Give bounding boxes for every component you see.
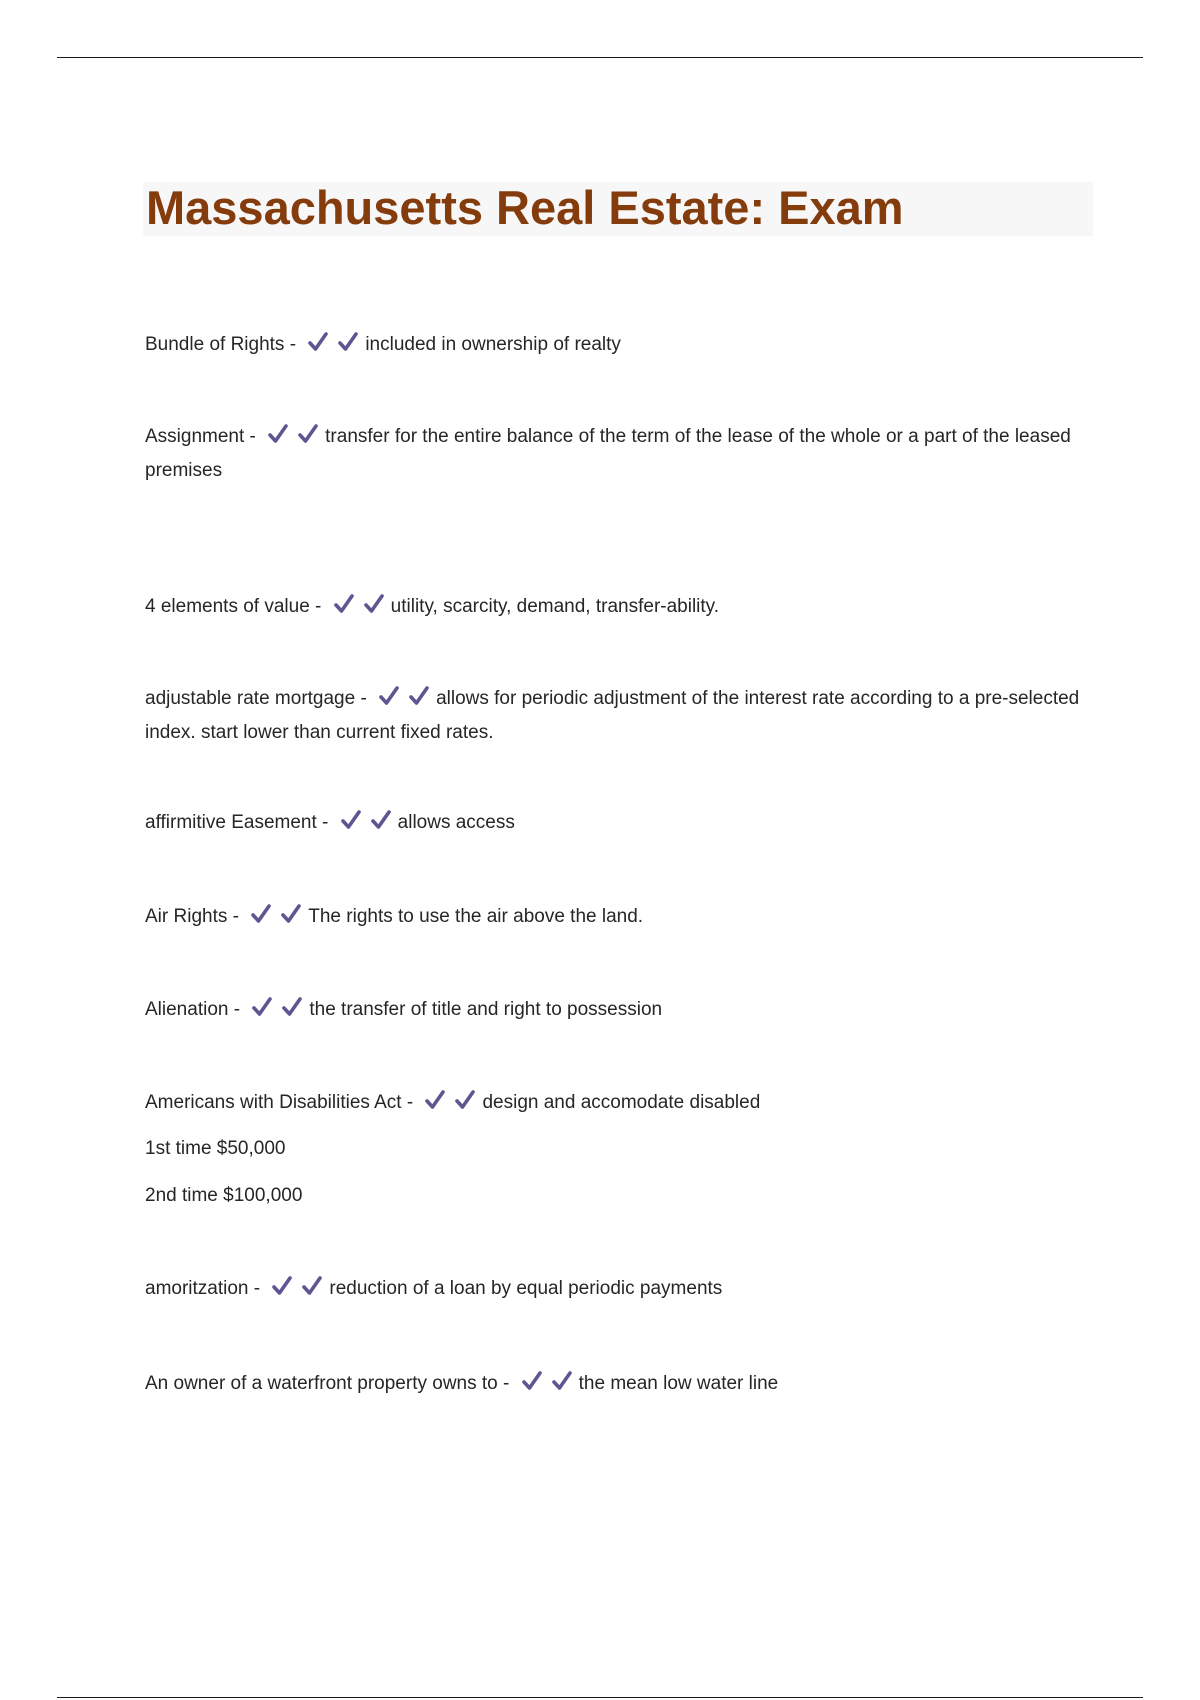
- list-item: [145, 902, 1080, 936]
- term-label: amoritzation -: [145, 1278, 266, 1299]
- list-item: [145, 1088, 1080, 1122]
- term-label: Americans with Disabilities Act -: [145, 1092, 419, 1113]
- top-rule: [57, 57, 1143, 58]
- definition-text: The rights to use the air above the land.: [308, 906, 644, 927]
- definition-text: allows access: [397, 812, 515, 833]
- double-check-icon: [377, 684, 433, 718]
- list-item: [145, 1369, 1080, 1403]
- definition-text: the mean low water line: [578, 1373, 779, 1394]
- page-title: Massachusetts Real Estate: Exam: [146, 181, 904, 234]
- list-item: [145, 1274, 1080, 1308]
- double-check-icon: [520, 1369, 576, 1403]
- term-label: affirmitive Easement -: [145, 812, 334, 833]
- definition-text: allows for periodic adjustment of the interest rate according to a pre-selected index. start lower than current fixed rates.: [145, 688, 1080, 743]
- double-check-icon: [306, 330, 362, 364]
- bottom-rule: [57, 1697, 1143, 1698]
- definition-text: transfer for the entire balance of the term of the lease of the whole or a part of the leased premises: [145, 426, 1071, 481]
- list-item: [145, 422, 1080, 486]
- list-item: [145, 592, 1080, 626]
- term-label: Alienation -: [145, 999, 246, 1020]
- term-label: Assignment -: [145, 426, 262, 447]
- list-item: [145, 808, 1080, 842]
- double-check-icon: [270, 1274, 326, 1308]
- double-check-icon: [250, 995, 306, 1029]
- double-check-icon: [266, 422, 322, 456]
- double-check-icon: [249, 902, 305, 936]
- term-label: Bundle of Rights -: [145, 334, 302, 355]
- definition-text: included in ownership of realty: [365, 334, 621, 355]
- list-item: [145, 684, 1080, 748]
- list-item: [145, 995, 1080, 1029]
- double-check-icon: [423, 1088, 479, 1122]
- definition-text: the transfer of title and right to possession: [309, 999, 663, 1020]
- term-label: adjustable rate mortgage -: [145, 688, 373, 709]
- definition-text: utility, scarcity, demand, transfer-ability.: [390, 596, 720, 617]
- term-label: An owner of a waterfront property owns to -: [145, 1373, 515, 1394]
- list-item: [145, 330, 1080, 364]
- fine-line-first: 1st time $50,000: [145, 1138, 286, 1159]
- fine-line-second: 2nd time $100,000: [145, 1185, 303, 1206]
- double-check-icon: [332, 592, 388, 626]
- term-label: Air Rights -: [145, 906, 245, 927]
- double-check-icon: [339, 808, 395, 842]
- definition-text: reduction of a loan by equal periodic payments: [329, 1278, 723, 1299]
- definition-text: design and accomodate disabled: [482, 1092, 761, 1113]
- term-label: 4 elements of value -: [145, 596, 327, 617]
